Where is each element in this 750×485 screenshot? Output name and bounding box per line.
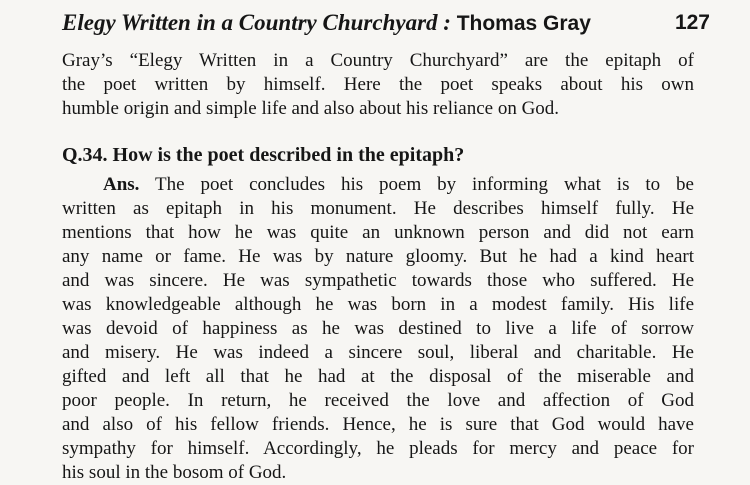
answer-paragraph <box>62 173 694 485</box>
answer-line: written as epitaph in his monument. He describes himself fully. He <box>62 198 694 219</box>
answer-line: sympathy for himself. Accordingly, he pleads for mercy and peace for <box>62 438 694 459</box>
answer-first-line <box>62 173 694 197</box>
answer-line: mentions that how he was quite an unknown person and did not earn <box>62 222 694 243</box>
answer-first-line-text: The poet concludes his poem by informing what is to be <box>139 174 694 195</box>
answer-line: was devoid of happiness as he was destined to live a life of sorrow <box>62 318 694 339</box>
answer-line: and also of his fellow friends. Hence, he is sure that God would have <box>62 414 694 435</box>
intro-line: the poet written by himself. Here the poet speaks about his own <box>62 74 694 95</box>
page-number: 127 <box>674 11 710 34</box>
answer-line: and was sincere. He was sympathetic towards those who suffered. He <box>62 270 694 291</box>
answer-line: and misery. He was indeed a sincere soul, liberal and charitable. He <box>62 342 694 363</box>
question-heading: Q.34. How is the poet described in the epitaph? <box>62 144 465 166</box>
answer-label: Ans. <box>103 174 140 195</box>
answer-line: gifted and left all that he had at the disposal of the miserable and <box>62 366 694 387</box>
answer-line: poor people. In return, he received the love and affection of God <box>62 390 694 411</box>
running-title <box>62 6 591 41</box>
page-header <box>62 6 710 40</box>
header-author: Thomas Gray <box>456 12 591 35</box>
header-title: Elegy Written in a Country Churchyard : <box>62 10 451 35</box>
answer-line: was knowledgeable although he was born in a modest family. His life <box>62 294 694 315</box>
answer-line: his soul in the bosom of God. <box>62 462 287 483</box>
intro-line: Gray’s “Elegy Written in a Country Churchyard” are the epitaph of <box>62 50 694 71</box>
intro-paragraph <box>62 49 694 121</box>
answer-line: any name or fame. He was by nature gloomy. But he had a kind heart <box>62 246 694 267</box>
intro-line: humble origin and simple life and also about his reliance on God. <box>62 98 560 119</box>
